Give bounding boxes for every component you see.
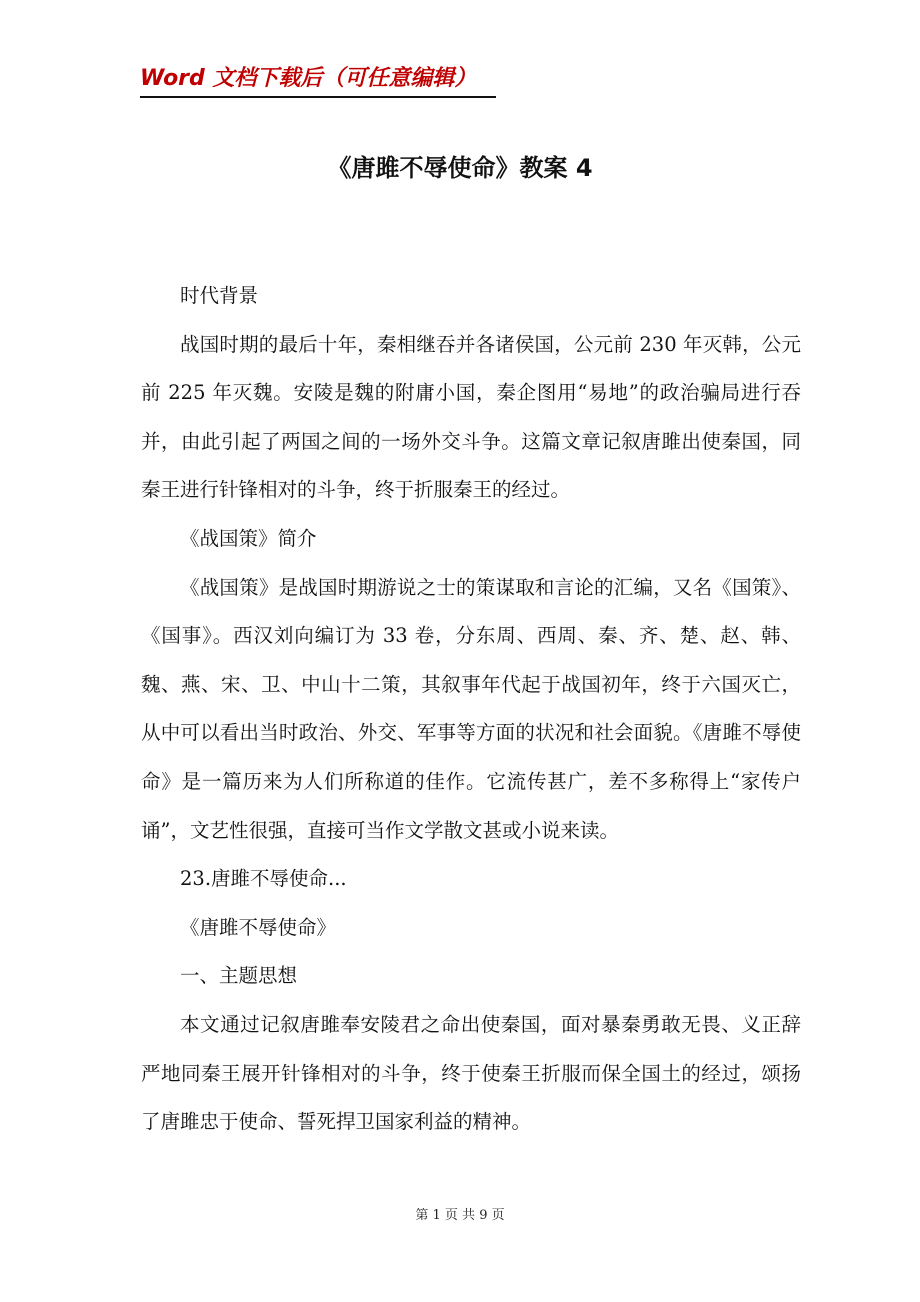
- section-heading: 23.唐雎不辱使命...: [180, 867, 347, 891]
- section-heading: 《战国策》简介: [180, 526, 317, 550]
- body-paragraph: 《战国策》是战国时期游说之士的策谋取和言论的汇编，又名《国策》、《国事》。西汉刘向编订为 33 卷，分东周、西周、秦、齐、楚、赵、韩、魏、燕、宋、卫、中山十二策，其叙事年代起于战国初年，终于六国灭亡，从中可以看出当时政治、外交、军事等方面的状况和社会面貌。《唐雎不辱使命》是一篇历来为人们所称道的佳作。它流传甚广，差不多称得上“家传户诵”，文艺性很强，直接可当作文学散文甚或小说来读。: [141, 575, 801, 842]
- document-body: [141, 272, 801, 1147]
- document-title: 《唐雎不辱使命》教案 4: [327, 154, 593, 182]
- body-paragraph: 战国时期的最后十年，秦相继吞并各诸侯国，公元前 230 年灭韩，公元前 225 年灭魏。安陵是魏的附庸小国，秦企图用“易地”的政治骗局进行吞并，由此引起了两国之间的一场外交斗争。这篇文章记叙唐雎出使秦国，同秦王进行针锋相对的斗争，终于折服秦王的经过。: [141, 332, 801, 502]
- section-heading: 一、主题思想: [180, 964, 298, 988]
- page-footer: 第 1 页 共 9 页: [415, 1208, 505, 1223]
- download-banner: [140, 64, 496, 98]
- section-heading: 《唐雎不辱使命》: [180, 915, 337, 939]
- banner-text: Word 文档下载后（可任意编辑）: [140, 66, 477, 91]
- body-paragraph: 本文通过记叙唐雎奉安陵君之命出使秦国，面对暴秦勇敢无畏、义正辞严地同秦王展开针锋相对的斗争，终于使秦王折服而保全国土的经过，颂扬了唐雎忠于使命、誓死捍卫国家利益的精神。: [141, 1012, 801, 1134]
- section-heading: 时代背景: [180, 284, 259, 307]
